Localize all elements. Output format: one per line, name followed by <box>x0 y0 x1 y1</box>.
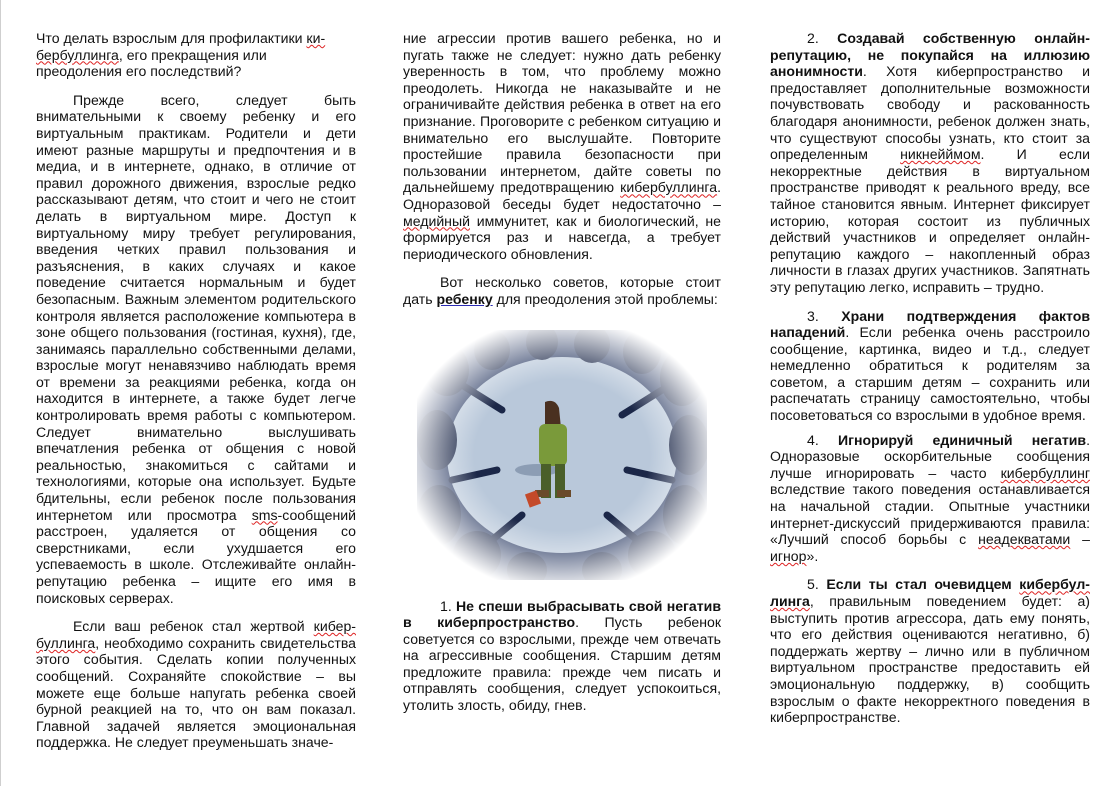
tip-2 <box>770 30 1090 296</box>
tip-5 <box>770 576 1090 725</box>
tip-3-title: Храни подтверждения фактов нападений <box>770 307 1090 341</box>
question-text-end: , его прекращения или преодоления его последствий? <box>36 46 267 80</box>
tip-4-dash: – <box>1070 531 1090 548</box>
tip-1-number: 1. <box>440 597 456 614</box>
tip-2-title: Создавай собственную онлайн-репутацию, не покупайся на иллюзию анонимности <box>770 30 1090 80</box>
paragraph-victim-text: Если ваш ребенок стал жертвой <box>73 618 314 635</box>
page-edge <box>0 0 1 786</box>
cyberbullying-term-2: кибербуллинга <box>620 179 718 196</box>
cyberbullying-term: ки-бербуллинга <box>36 30 326 63</box>
bullying-illustration <box>417 330 707 580</box>
tips-intro-text: Вот несколько советов, которые стоит дать <box>403 274 721 307</box>
tip-3-text: . Если ребенка очень расстроило сообщение, картинка, видео и т.д., следует немедленно обратиться к родителям за советом, а старшим детям – сохранить или распечатать страницу самостоятельно, чтобы посоветоваться со взрослыми в удобное время. <box>770 324 1090 424</box>
paragraph-parents-end: -сообщений расстроен, удаляется от общения со сверстниками, если ухудшается его успеваемость в школе. Отслеживайте онлайн-репутацию ребенка – ищите его имя в поисковых серверах. <box>36 506 356 606</box>
column-3 <box>770 30 1090 726</box>
tip-1 <box>403 598 721 714</box>
tip-4-title: Игнорируй единичный негатив <box>837 431 1087 448</box>
paragraph-parents <box>36 92 356 606</box>
tip-1-text: . Пусть ребенок советуется со взрослыми, прежде чем отвечать на агрессивные сообщения. Старшим детям предложите правила: прежде чем писать и отправлять сообщения, следует успокоиться, утолить злость, обиду, гнев. <box>403 614 721 714</box>
intro-question <box>36 30 356 80</box>
tip-4-text: . Одноразовые оскорбительные сообщения лучше игнорировать – часто <box>770 431 1090 481</box>
tip-5-title: Если ты стал очевидцем <box>826 576 1020 593</box>
cyberbullying-link-2[interactable]: кибербул-линга <box>770 576 1090 609</box>
tips-intro <box>403 274 721 307</box>
paragraph-parents-text: Прежде всего, следует быть внимательными к своему ребенку и его виртуальным практикам. Родители и дети имеют разные маршруты и предпочтения и в медиа, и в интернете, однако, в отличие от правил дорожного движения, взрослые редко рассказывают детям, что стоит и чего не стоит делать в виртуальном мире. Доступ к виртуальному миру требует регулирования, введения четких правил пользования и разъяснения, в каких случаях и какое поведение считается нормальным и будет безопасным. Важным элементом родительского контроля является расположение компьютера в зоне общего пользования (гостиная, кухня), где, занимаясь параллельно собственными делами, взрослые могут ненавязчиво наблюдать время от времени за реакциями ребенка, когда он находится в интернете, а также будет легче контролировать время работы с компьютером. Следует внимательно выслушивать впечатления ребенка от общения с новой реальностью, знакомиться с сайтами и технологиями, которые она использует. Будьте бдительны, если ребенок после пользования интернетом или просмотра <box>36 91 356 523</box>
paragraph-victim <box>36 618 356 751</box>
column-1 <box>36 30 356 751</box>
tip-4 <box>770 432 1090 565</box>
tip-1-title: Не спеши выбрасывать свой негатив в киберпространство <box>403 597 721 631</box>
tip-5-number: 5. <box>807 576 827 593</box>
cyberbullying-term-3: кибербуллинг <box>1000 464 1090 481</box>
tip-2-text: . Хотя киберпространство и предоставляет дополнительные возможности почувствовать свободу и раскованность благодаря анонимности, ребенок должен знать, что существуют способы узнать, кто стоит за определенным <box>770 63 1090 163</box>
ignore-term: игнор <box>770 547 807 564</box>
tip-3 <box>770 308 1090 424</box>
tip-4-number: 4. <box>807 431 838 448</box>
inadequate-term: неадекватами <box>978 531 1071 548</box>
media-term: медийный <box>403 212 470 229</box>
crowd-illustration-icon <box>417 330 707 580</box>
tip-4-end: ». <box>806 547 819 564</box>
tip-2-text-end: . И если некорректные действия в виртуальном пространстве приводят к реального вреду, все тайное становится явным. Интернет фиксирует историю, которая состоит из публичных действий участников и определяет онлайн-репутацию каждого – накопленный образ личности в глазах других участников. Запятнать эту репутацию легко, исправить – трудно. <box>770 146 1090 295</box>
question-text: Что делать взрослым для профилактики <box>36 30 307 46</box>
tip-3-number: 3. <box>807 307 842 324</box>
sms-term: sms <box>251 506 278 523</box>
continued-text: ние агрессии против вашего ребенка, но и пугать также не следует: нужно дать ребенку уверенность в том, что проблему можно преодолеть. Никогда не наказывайте и не ограничивайте действия ребенка в ответ на его признание. Проговорите с ребенком ситуацию и внимательно его выслушайте. Повторите простейшие правила безопасности при пользовании интернетом, дайте советы по дальнейшему предотвращению <box>403 30 721 196</box>
tips-intro-end: для преодоления этой проблемы: <box>492 290 718 307</box>
continued-text-end: иммунитет, как и биологический, не формируется раз и навсегда, а требует периодического обновления. <box>403 212 721 262</box>
cyberbullying-link[interactable]: кибер-буллинга <box>36 618 356 651</box>
child-link[interactable]: ребенку <box>436 290 493 307</box>
paragraph-continued <box>403 30 721 262</box>
paragraph-victim-end: , необходимо сохранить свидетельства этого события. Сделать копии полученных сообщений. Сохраняйте спокойствие – вы можете еще больше напугать ребенка своей бурной реакцией на то, что он вам показал. Главной задачей является эмоциональная поддержка. Не следует преуменьшать значе- <box>36 634 356 751</box>
tip-4-text-2: вследствие такого поведения останавливается на начальной стадии. Опытные участники интернет-дискуссий придерживаются правила: «Лучший способ борьбы с <box>770 481 1090 548</box>
continued-text-2: . Одноразовой беседы будет недостаточно – <box>403 179 721 212</box>
tip-5-text: , правильным поведением будет: а) выступить против агрессора, дать ему понять, что его действия оцениваются негативно, б) поддержать жертву – лично или в публичном виртуальном пространстве предоставить ей эмоциональную поддержку, в) сообщить взрослым о факте некорректного поведения в киберпространстве. <box>770 593 1090 726</box>
column-2 <box>403 30 721 714</box>
tip-2-number: 2. <box>807 30 838 46</box>
nickname-term: никнейймом <box>900 146 981 163</box>
